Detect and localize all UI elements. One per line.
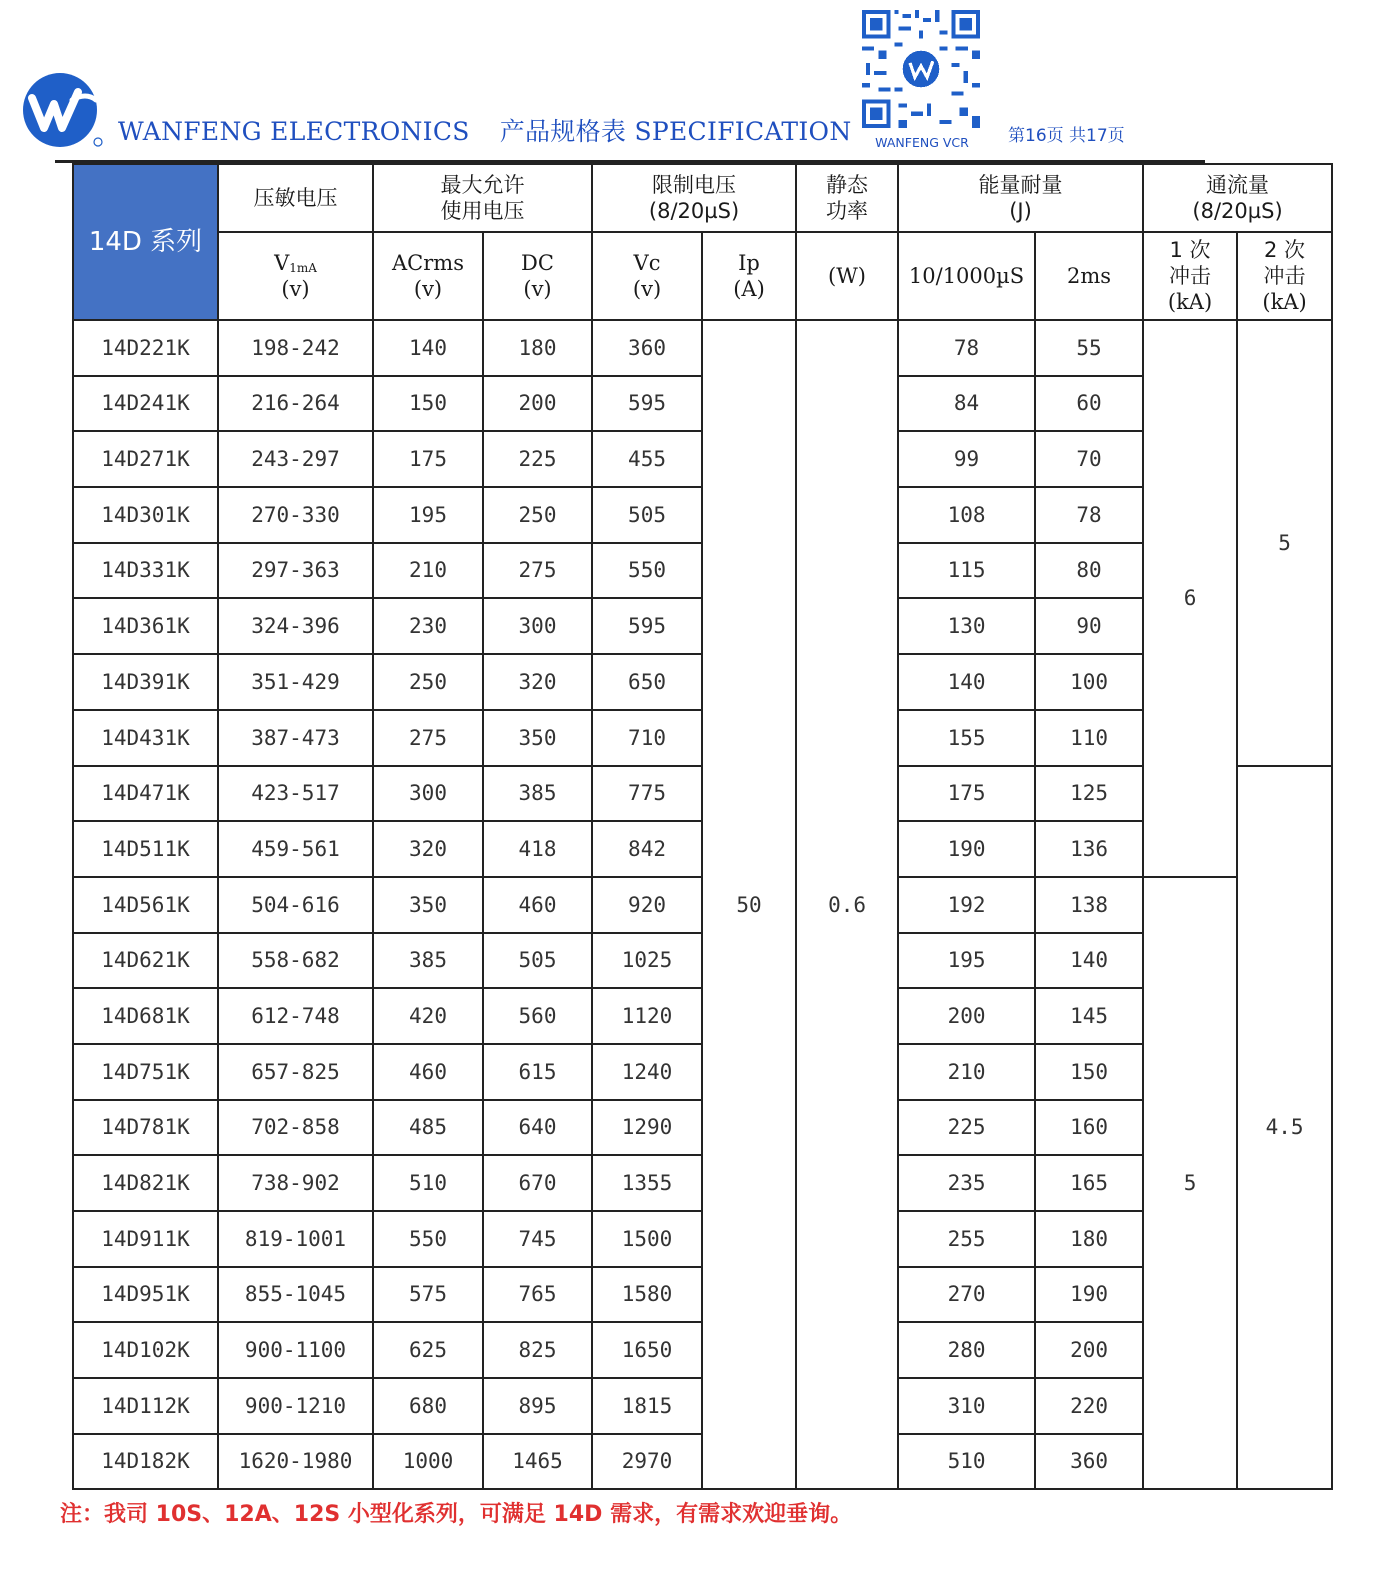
energy-2ms-cell: 200: [1035, 1322, 1143, 1378]
energy-10-1000-cell: 190: [898, 821, 1035, 877]
energy-2ms-cell: 100: [1035, 654, 1143, 710]
surge-2x-bottom-cell: 4.5: [1237, 766, 1332, 1490]
energy-2ms-cell: 150: [1035, 1044, 1143, 1100]
header-surge-2x-line3: (kA): [1262, 290, 1307, 315]
model-cell: 14D102K: [73, 1322, 218, 1378]
energy-10-1000-cell: 310: [898, 1378, 1035, 1434]
header-vc-unit: (v): [632, 277, 662, 301]
energy-2ms-cell: 360: [1035, 1434, 1143, 1490]
header-vc: [592, 232, 702, 320]
energy-10-1000-cell: 130: [898, 598, 1035, 654]
dc-cell: 350: [483, 710, 592, 766]
clamping-voltage-cell: 505: [592, 487, 702, 543]
energy-10-1000-cell: 225: [898, 1100, 1035, 1156]
model-cell: 14D621K: [73, 933, 218, 989]
energy-2ms-cell: 110: [1035, 710, 1143, 766]
acrms-cell: 300: [373, 766, 483, 822]
document-title: 产品规格表 SPECIFICATION: [499, 117, 852, 146]
energy-2ms-cell: 160: [1035, 1100, 1143, 1156]
energy-2ms-cell: 140: [1035, 933, 1143, 989]
acrms-cell: 1000: [373, 1434, 483, 1490]
model-cell: 14D751K: [73, 1044, 218, 1100]
acrms-cell: 680: [373, 1378, 483, 1434]
varistor-voltage-cell: 1620-1980: [218, 1434, 373, 1490]
header-max-allowed-voltage-text: 最大允许使用电压: [440, 172, 525, 223]
header-acrms-unit: (v): [413, 277, 443, 301]
clamping-voltage-cell: 650: [592, 654, 702, 710]
clamping-voltage-cell: 1240: [592, 1044, 702, 1100]
header-surge-current-unit: (8/20µS): [1192, 199, 1283, 223]
varistor-voltage-cell: 738-902: [218, 1155, 373, 1211]
header-energy-text: 能量耐量: [978, 172, 1063, 197]
acrms-cell: 150: [373, 376, 483, 432]
model-cell: 14D221K: [73, 320, 218, 376]
varistor-voltage-cell: 216-264: [218, 376, 373, 432]
energy-2ms-cell: 190: [1035, 1267, 1143, 1323]
header-static-power: [796, 164, 898, 232]
dc-cell: 180: [483, 320, 592, 376]
header-clamping-voltage-unit: (8/20µS): [648, 199, 740, 223]
dc-cell: 560: [483, 988, 592, 1044]
header-acrms-text: ACrms: [392, 250, 464, 275]
clamping-voltage-cell: 1580: [592, 1267, 702, 1323]
model-cell: 14D471K: [73, 766, 218, 822]
clamping-voltage-cell: 842: [592, 821, 702, 877]
footnote: 注：我司 10S、12A、12S 小型化系列，可满足 14D 需求，有需求欢迎垂询。: [60, 1502, 853, 1527]
varistor-voltage-cell: 198-242: [218, 320, 373, 376]
model-cell: 14D271K: [73, 431, 218, 487]
acrms-cell: 250: [373, 654, 483, 710]
dc-cell: 300: [483, 598, 592, 654]
header-vc-text: Vc: [633, 250, 661, 275]
model-cell: 14D361K: [73, 598, 218, 654]
energy-10-1000-cell: 108: [898, 487, 1035, 543]
clamping-voltage-cell: 2970: [592, 1434, 702, 1490]
clamping-voltage-cell: 1815: [592, 1378, 702, 1434]
energy-10-1000-cell: 99: [898, 431, 1035, 487]
clamping-voltage-cell: 595: [592, 376, 702, 432]
energy-2ms-cell: 165: [1035, 1155, 1143, 1211]
acrms-cell: 575: [373, 1267, 483, 1323]
model-cell: 14D241K: [73, 376, 218, 432]
energy-10-1000-cell: 255: [898, 1211, 1035, 1267]
dc-cell: 825: [483, 1322, 592, 1378]
clamping-voltage-cell: 1025: [592, 933, 702, 989]
header-power-unit: (W): [796, 232, 898, 320]
acrms-cell: 210: [373, 543, 483, 599]
energy-10-1000-cell: 115: [898, 543, 1035, 599]
header-v1ma: [218, 232, 373, 320]
qr-code-icon: [862, 10, 980, 128]
header-ip: [702, 232, 796, 320]
energy-10-1000-cell: 235: [898, 1155, 1035, 1211]
dc-cell: 640: [483, 1100, 592, 1156]
acrms-cell: 385: [373, 933, 483, 989]
energy-2ms-cell: 90: [1035, 598, 1143, 654]
header-max-allowed-voltage: [373, 164, 592, 232]
acrms-cell: 275: [373, 710, 483, 766]
dc-cell: 670: [483, 1155, 592, 1211]
company-name: WANFENG ELECTRONICS: [118, 117, 470, 146]
varistor-voltage-cell: 900-1210: [218, 1378, 373, 1434]
spec-table: [72, 163, 1333, 1490]
model-cell: 14D331K: [73, 543, 218, 599]
varistor-voltage-cell: 351-429: [218, 654, 373, 710]
varistor-voltage-cell: 657-825: [218, 1044, 373, 1100]
header-energy-2ms: 2ms: [1035, 232, 1143, 320]
header-v1ma-sub: 1mA: [289, 260, 317, 275]
acrms-cell: 195: [373, 487, 483, 543]
energy-10-1000-cell: 200: [898, 988, 1035, 1044]
header-energy-10-1000: 10/1000µS: [898, 232, 1035, 320]
dc-cell: 385: [483, 766, 592, 822]
energy-2ms-cell: 55: [1035, 320, 1143, 376]
model-cell: 14D431K: [73, 710, 218, 766]
model-cell: 14D301K: [73, 487, 218, 543]
surge-1x-top-cell: 6: [1143, 320, 1237, 877]
surge-2x-top-cell: 5: [1237, 320, 1332, 766]
header-surge-1x-line1: 1 次: [1169, 237, 1211, 262]
header-surge-current: [1143, 164, 1332, 232]
energy-2ms-cell: 80: [1035, 543, 1143, 599]
energy-2ms-cell: 180: [1035, 1211, 1143, 1267]
energy-10-1000-cell: 210: [898, 1044, 1035, 1100]
energy-2ms-cell: 60: [1035, 376, 1143, 432]
clamping-voltage-cell: 595: [592, 598, 702, 654]
clamping-voltage-cell: 1355: [592, 1155, 702, 1211]
acrms-cell: 485: [373, 1100, 483, 1156]
dc-cell: 1465: [483, 1434, 592, 1490]
energy-10-1000-cell: 192: [898, 877, 1035, 933]
dc-cell: 200: [483, 376, 592, 432]
header-dc: [483, 232, 592, 320]
surge-1x-bottom-cell: 5: [1143, 877, 1237, 1490]
header-row-2: [73, 232, 1332, 320]
header-surge-current-text: 通流量: [1206, 172, 1270, 197]
clamping-voltage-cell: 1120: [592, 988, 702, 1044]
clamping-voltage-cell: 1290: [592, 1100, 702, 1156]
header-clamping-voltage: [592, 164, 796, 232]
header-v1ma-main: V: [274, 250, 290, 275]
header-acrms: [373, 232, 483, 320]
brand-heading: [118, 112, 852, 148]
series-cell: 14D 系列: [73, 164, 218, 320]
model-cell: 14D781K: [73, 1100, 218, 1156]
energy-2ms-cell: 136: [1035, 821, 1143, 877]
varistor-voltage-cell: 297-363: [218, 543, 373, 599]
clamping-voltage-cell: 1650: [592, 1322, 702, 1378]
header-ip-text: Ip: [738, 250, 760, 275]
acrms-cell: 140: [373, 320, 483, 376]
energy-2ms-cell: 125: [1035, 766, 1143, 822]
model-cell: 14D681K: [73, 988, 218, 1044]
acrms-cell: 550: [373, 1211, 483, 1267]
dc-cell: 895: [483, 1378, 592, 1434]
energy-10-1000-cell: 510: [898, 1434, 1035, 1490]
model-cell: 14D951K: [73, 1267, 218, 1323]
header-surge-1x-line2: 冲击: [1169, 263, 1212, 288]
page-info: 第16页 共17页: [1008, 126, 1125, 146]
header-static-power-text: 静态功率: [826, 172, 869, 223]
energy-10-1000-cell: 155: [898, 710, 1035, 766]
acrms-cell: 320: [373, 821, 483, 877]
header-surge-1x: [1143, 232, 1237, 320]
varistor-voltage-cell: 270-330: [218, 487, 373, 543]
acrms-cell: 510: [373, 1155, 483, 1211]
energy-2ms-cell: 78: [1035, 487, 1143, 543]
energy-2ms-cell: 70: [1035, 431, 1143, 487]
header-dc-unit: (v): [523, 277, 552, 301]
varistor-voltage-cell: 387-473: [218, 710, 373, 766]
energy-10-1000-cell: 175: [898, 766, 1035, 822]
header-surge-2x-line2: 冲击: [1263, 263, 1306, 288]
dc-cell: 225: [483, 431, 592, 487]
model-cell: 14D112K: [73, 1378, 218, 1434]
acrms-cell: 230: [373, 598, 483, 654]
header-row-1: [73, 164, 1332, 232]
varistor-voltage-cell: 504-616: [218, 877, 373, 933]
energy-2ms-cell: 220: [1035, 1378, 1143, 1434]
header-surge-2x-line1: 2 次: [1264, 237, 1306, 262]
energy-10-1000-cell: 84: [898, 376, 1035, 432]
header-clamping-voltage-text: 限制电压: [652, 172, 737, 197]
energy-2ms-cell: 138: [1035, 877, 1143, 933]
clamping-voltage-cell: 360: [592, 320, 702, 376]
header-energy: [898, 164, 1143, 232]
table-row: [73, 320, 1332, 376]
energy-10-1000-cell: 280: [898, 1322, 1035, 1378]
model-cell: 14D821K: [73, 1155, 218, 1211]
acrms-cell: 350: [373, 877, 483, 933]
clamping-voltage-cell: 455: [592, 431, 702, 487]
energy-2ms-cell: 145: [1035, 988, 1143, 1044]
varistor-voltage-cell: 558-682: [218, 933, 373, 989]
varistor-voltage-cell: 855-1045: [218, 1267, 373, 1323]
varistor-voltage-cell: 900-1100: [218, 1322, 373, 1378]
dc-cell: 460: [483, 877, 592, 933]
acrms-cell: 460: [373, 1044, 483, 1100]
static-power-cell: 0.6: [796, 320, 898, 1489]
dc-cell: 505: [483, 933, 592, 989]
model-cell: 14D182K: [73, 1434, 218, 1490]
dc-cell: 765: [483, 1267, 592, 1323]
header-energy-unit: (J): [1009, 199, 1032, 223]
header-surge-2x: [1237, 232, 1332, 320]
spec-table-body: [73, 320, 1332, 1489]
peak-current-cell: 50: [702, 320, 796, 1489]
varistor-voltage-cell: 324-396: [218, 598, 373, 654]
dc-cell: 745: [483, 1211, 592, 1267]
acrms-cell: 175: [373, 431, 483, 487]
varistor-voltage-cell: 423-517: [218, 766, 373, 822]
clamping-voltage-cell: 550: [592, 543, 702, 599]
dc-cell: 275: [483, 543, 592, 599]
dc-cell: 418: [483, 821, 592, 877]
dc-cell: 615: [483, 1044, 592, 1100]
model-cell: 14D511K: [73, 821, 218, 877]
energy-10-1000-cell: 78: [898, 320, 1035, 376]
energy-10-1000-cell: 270: [898, 1267, 1035, 1323]
varistor-voltage-cell: 459-561: [218, 821, 373, 877]
clamping-voltage-cell: 1500: [592, 1211, 702, 1267]
header-surge-1x-line3: (kA): [1167, 290, 1213, 315]
model-cell: 14D561K: [73, 877, 218, 933]
dc-cell: 320: [483, 654, 592, 710]
wanfeng-logo-icon: [22, 70, 104, 150]
header-ip-unit: (A): [733, 277, 765, 301]
dc-cell: 250: [483, 487, 592, 543]
varistor-voltage-cell: 243-297: [218, 431, 373, 487]
clamping-voltage-cell: 775: [592, 766, 702, 822]
header-dc-text: DC: [521, 250, 554, 275]
header-v1ma-unit: (v): [281, 277, 310, 301]
varistor-voltage-cell: 612-748: [218, 988, 373, 1044]
clamping-voltage-cell: 710: [592, 710, 702, 766]
clamping-voltage-cell: 920: [592, 877, 702, 933]
varistor-voltage-cell: 702-858: [218, 1100, 373, 1156]
acrms-cell: 420: [373, 988, 483, 1044]
energy-10-1000-cell: 195: [898, 933, 1035, 989]
qr-caption: WANFENG VCR: [875, 135, 969, 150]
model-cell: 14D391K: [73, 654, 218, 710]
header-varistor-voltage: 压敏电压: [218, 164, 373, 232]
energy-10-1000-cell: 140: [898, 654, 1035, 710]
model-cell: 14D911K: [73, 1211, 218, 1267]
acrms-cell: 625: [373, 1322, 483, 1378]
varistor-voltage-cell: 819-1001: [218, 1211, 373, 1267]
